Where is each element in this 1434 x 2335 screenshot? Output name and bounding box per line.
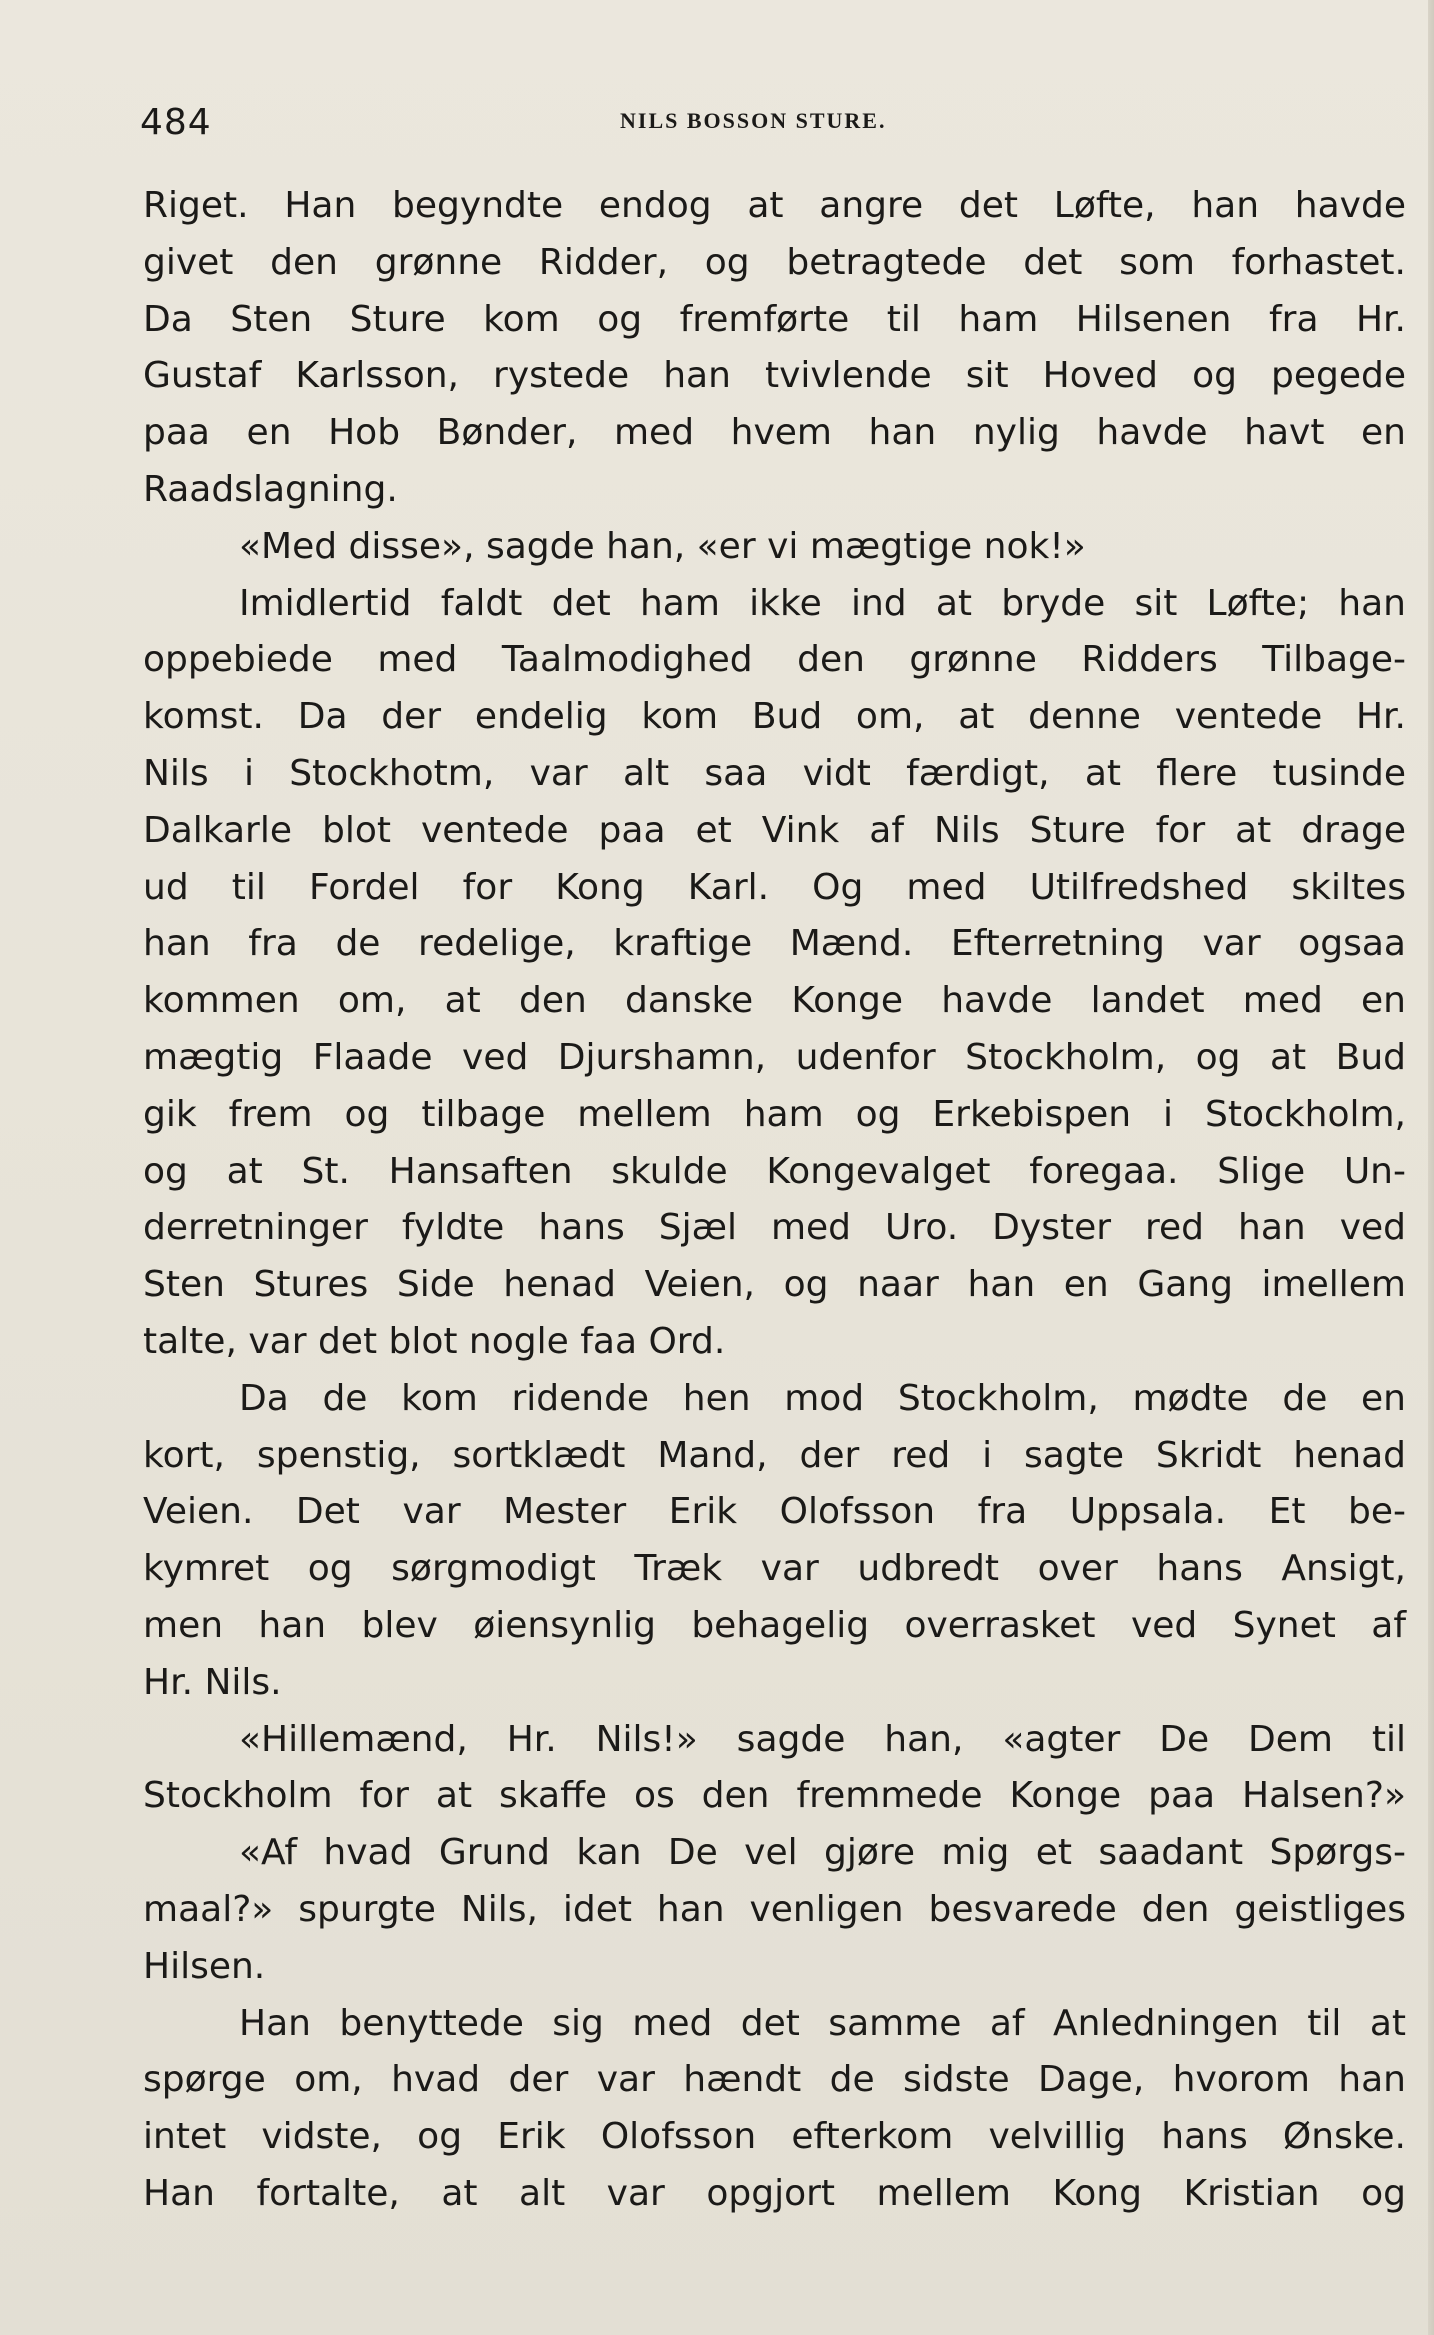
text-line: Dalkarle blot ventede paa et Vink af Nils Sture for at drage <box>143 809 1406 851</box>
text-line: Nils i Stockhotm, var alt saa vidt færdigt, at flere tusinde <box>143 752 1406 794</box>
text-line: komst. Da der endelig kom Bud om, at denne ventede Hr. <box>143 696 1406 738</box>
text-line: oppebiede med Taalmodighed den grønne Ridders Tilbage- <box>143 639 1406 681</box>
text-line: Veien. Det var Mester Erik Olofsson fra Uppsala. Et be- <box>143 1491 1406 1533</box>
text-line: kommen om, at den danske Konge havde landet med en <box>143 980 1406 1022</box>
text-line: «Af hvad Grund kan De vel gjøre mig et saadant Spørgs- <box>239 1832 1406 1874</box>
text-line: han fra de redelige, kraftige Mænd. Efterretning var ogsaa <box>143 923 1406 965</box>
text-line: Stockholm for at skaffe os den fremmede Konge paa Halsen?» <box>143 1775 1406 1817</box>
text-line: gik frem og tilbage mellem ham og Erkebispen i Stockholm, <box>143 1093 1406 1135</box>
text-line: Sten Stures Side henad Veien, og naar han en Gang imellem <box>143 1264 1406 1306</box>
text-line: men han blev øiensynlig behagelig overrasket ved Synet af <box>143 1604 1406 1646</box>
text-line: Hr. Nils. <box>143 1661 282 1703</box>
text-line: derretninger fyldte hans Sjæl med Uro. Dyster red han ved <box>143 1207 1406 1249</box>
text-line: mægtig Flaade ved Djurshamn, udenfor Stockholm, og at Bud <box>143 1036 1406 1078</box>
text-line: talte, var det blot nogle faa Ord. <box>143 1320 726 1362</box>
text-line: givet den grønne Ridder, og betragtede det som forhastet. <box>143 241 1406 283</box>
text-line: Han fortalte, at alt var opgjort mellem Kong Kristian og <box>143 2172 1406 2214</box>
text-line: Hilsen. <box>143 1945 266 1987</box>
text-line: kort, spenstig, sortklædt Mand, der red i sagte Skridt henad <box>143 1434 1406 1476</box>
text-line: og at St. Hansaften skulde Kongevalget foregaa. Slige Un- <box>143 1150 1406 1192</box>
running-head: NILS BOSSON STURE. <box>620 108 887 133</box>
text-line: intet vidste, og Erik Olofsson efterkom velvillig hans Ønske. <box>143 2116 1406 2158</box>
text-line: maal?» spurgte Nils, idet han venligen besvarede den geistliges <box>143 1888 1406 1930</box>
text-line: Da Sten Sture kom og fremførte til ham Hilsenen fra Hr. <box>143 298 1406 340</box>
page-header <box>140 96 1405 156</box>
text-line: Imidlertid faldt det ham ikke ind at bryde sit Løfte; han <box>239 582 1406 624</box>
text-line: Raadslagning. <box>143 468 398 510</box>
page-edge <box>1428 0 1434 2335</box>
text-line: Han benyttede sig med det samme af Anledningen til at <box>239 2002 1406 2044</box>
text-line: paa en Hob Bønder, med hvem han nylig havde havt en <box>143 412 1406 454</box>
page-number: 484 <box>140 102 212 143</box>
text-line: spørge om, hvad der var hændt de sidste Dage, hvorom han <box>143 2059 1406 2101</box>
text-line: Riget. Han begyndte endog at angre det Løfte, han havde <box>143 185 1406 226</box>
text-line: «Med disse», sagde han, «er vi mægtige nok!» <box>239 525 1086 567</box>
text-line: ud til Fordel for Kong Karl. Og med Utilfredshed skiltes <box>143 866 1406 908</box>
text-line: kymret og sørgmodigt Træk var udbredt over hans Ansigt, <box>143 1548 1406 1590</box>
text-line: «Hillemænd, Hr. Nils!» sagde han, «agter De Dem til <box>239 1718 1406 1760</box>
text-line: Gustaf Karlsson, rystede han tvivlende sit Hoved og pegede <box>143 355 1406 397</box>
body-text <box>143 178 1406 2223</box>
text-line: Da de kom ridende hen mod Stockholm, mødte de en <box>239 1377 1406 1419</box>
